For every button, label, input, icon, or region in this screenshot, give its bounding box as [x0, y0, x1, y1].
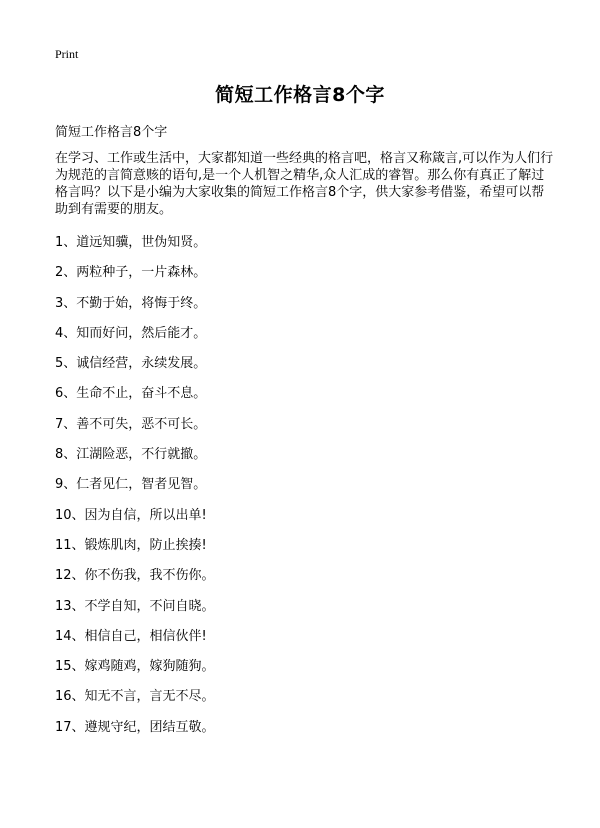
print-link[interactable]: Print — [55, 47, 79, 61]
list-item: 3、不勤于始，将悔于终。 — [55, 295, 207, 311]
list-item: 6、生命不止，奋斗不息。 — [55, 386, 207, 402]
list-item: 14、相信自己，相信伙伴! — [55, 628, 207, 644]
list-item: 4、知而好问，然后能才。 — [55, 325, 207, 341]
list-item: 10、因为自信，所以出单! — [55, 507, 207, 523]
list-item: 1、道远知骥，世伪知贤。 — [55, 235, 207, 250]
quote-list — [55, 235, 215, 750]
list-item: 8、江湖险恶，不行就撤。 — [55, 447, 207, 463]
article-subtitle: 简短工作格言8个字 — [55, 125, 168, 140]
list-item: 11、锻炼肌肉，防止挨揍! — [55, 537, 207, 553]
list-item: 15、嫁鸡随鸡，嫁狗随狗。 — [55, 659, 215, 675]
list-item: 7、善不可失，恶不可长。 — [55, 416, 207, 432]
list-item: 17、遵规守纪，团结互敬。 — [55, 719, 215, 735]
page-title: 简短工作格言8个字 — [215, 84, 385, 106]
list-item: 12、你不伤我，我不伤你。 — [55, 568, 215, 584]
list-item: 13、不学自知，不问自晓。 — [55, 598, 215, 614]
list-item: 16、知无不言，言无不尽。 — [55, 689, 215, 705]
list-item: 5、诚信经营，永续发展。 — [55, 356, 207, 372]
list-item: 2、两粒种子，一片森林。 — [55, 265, 207, 281]
intro-paragraph: 在学习、工作或生活中，大家都知道一些经典的格言吧，格言又称箴言,可以作为人们行为规范的言简意赅的语句,是一个人机智之精华,众人汇成的睿智。那么你有真正了解过格言吗？以下是小编为大家收集的简短工作格言8个字，供大家参考借鉴，希望可以帮助到有需要的朋友。 — [55, 151, 554, 217]
list-item: 9、仁者见仁，智者见智。 — [55, 477, 207, 493]
